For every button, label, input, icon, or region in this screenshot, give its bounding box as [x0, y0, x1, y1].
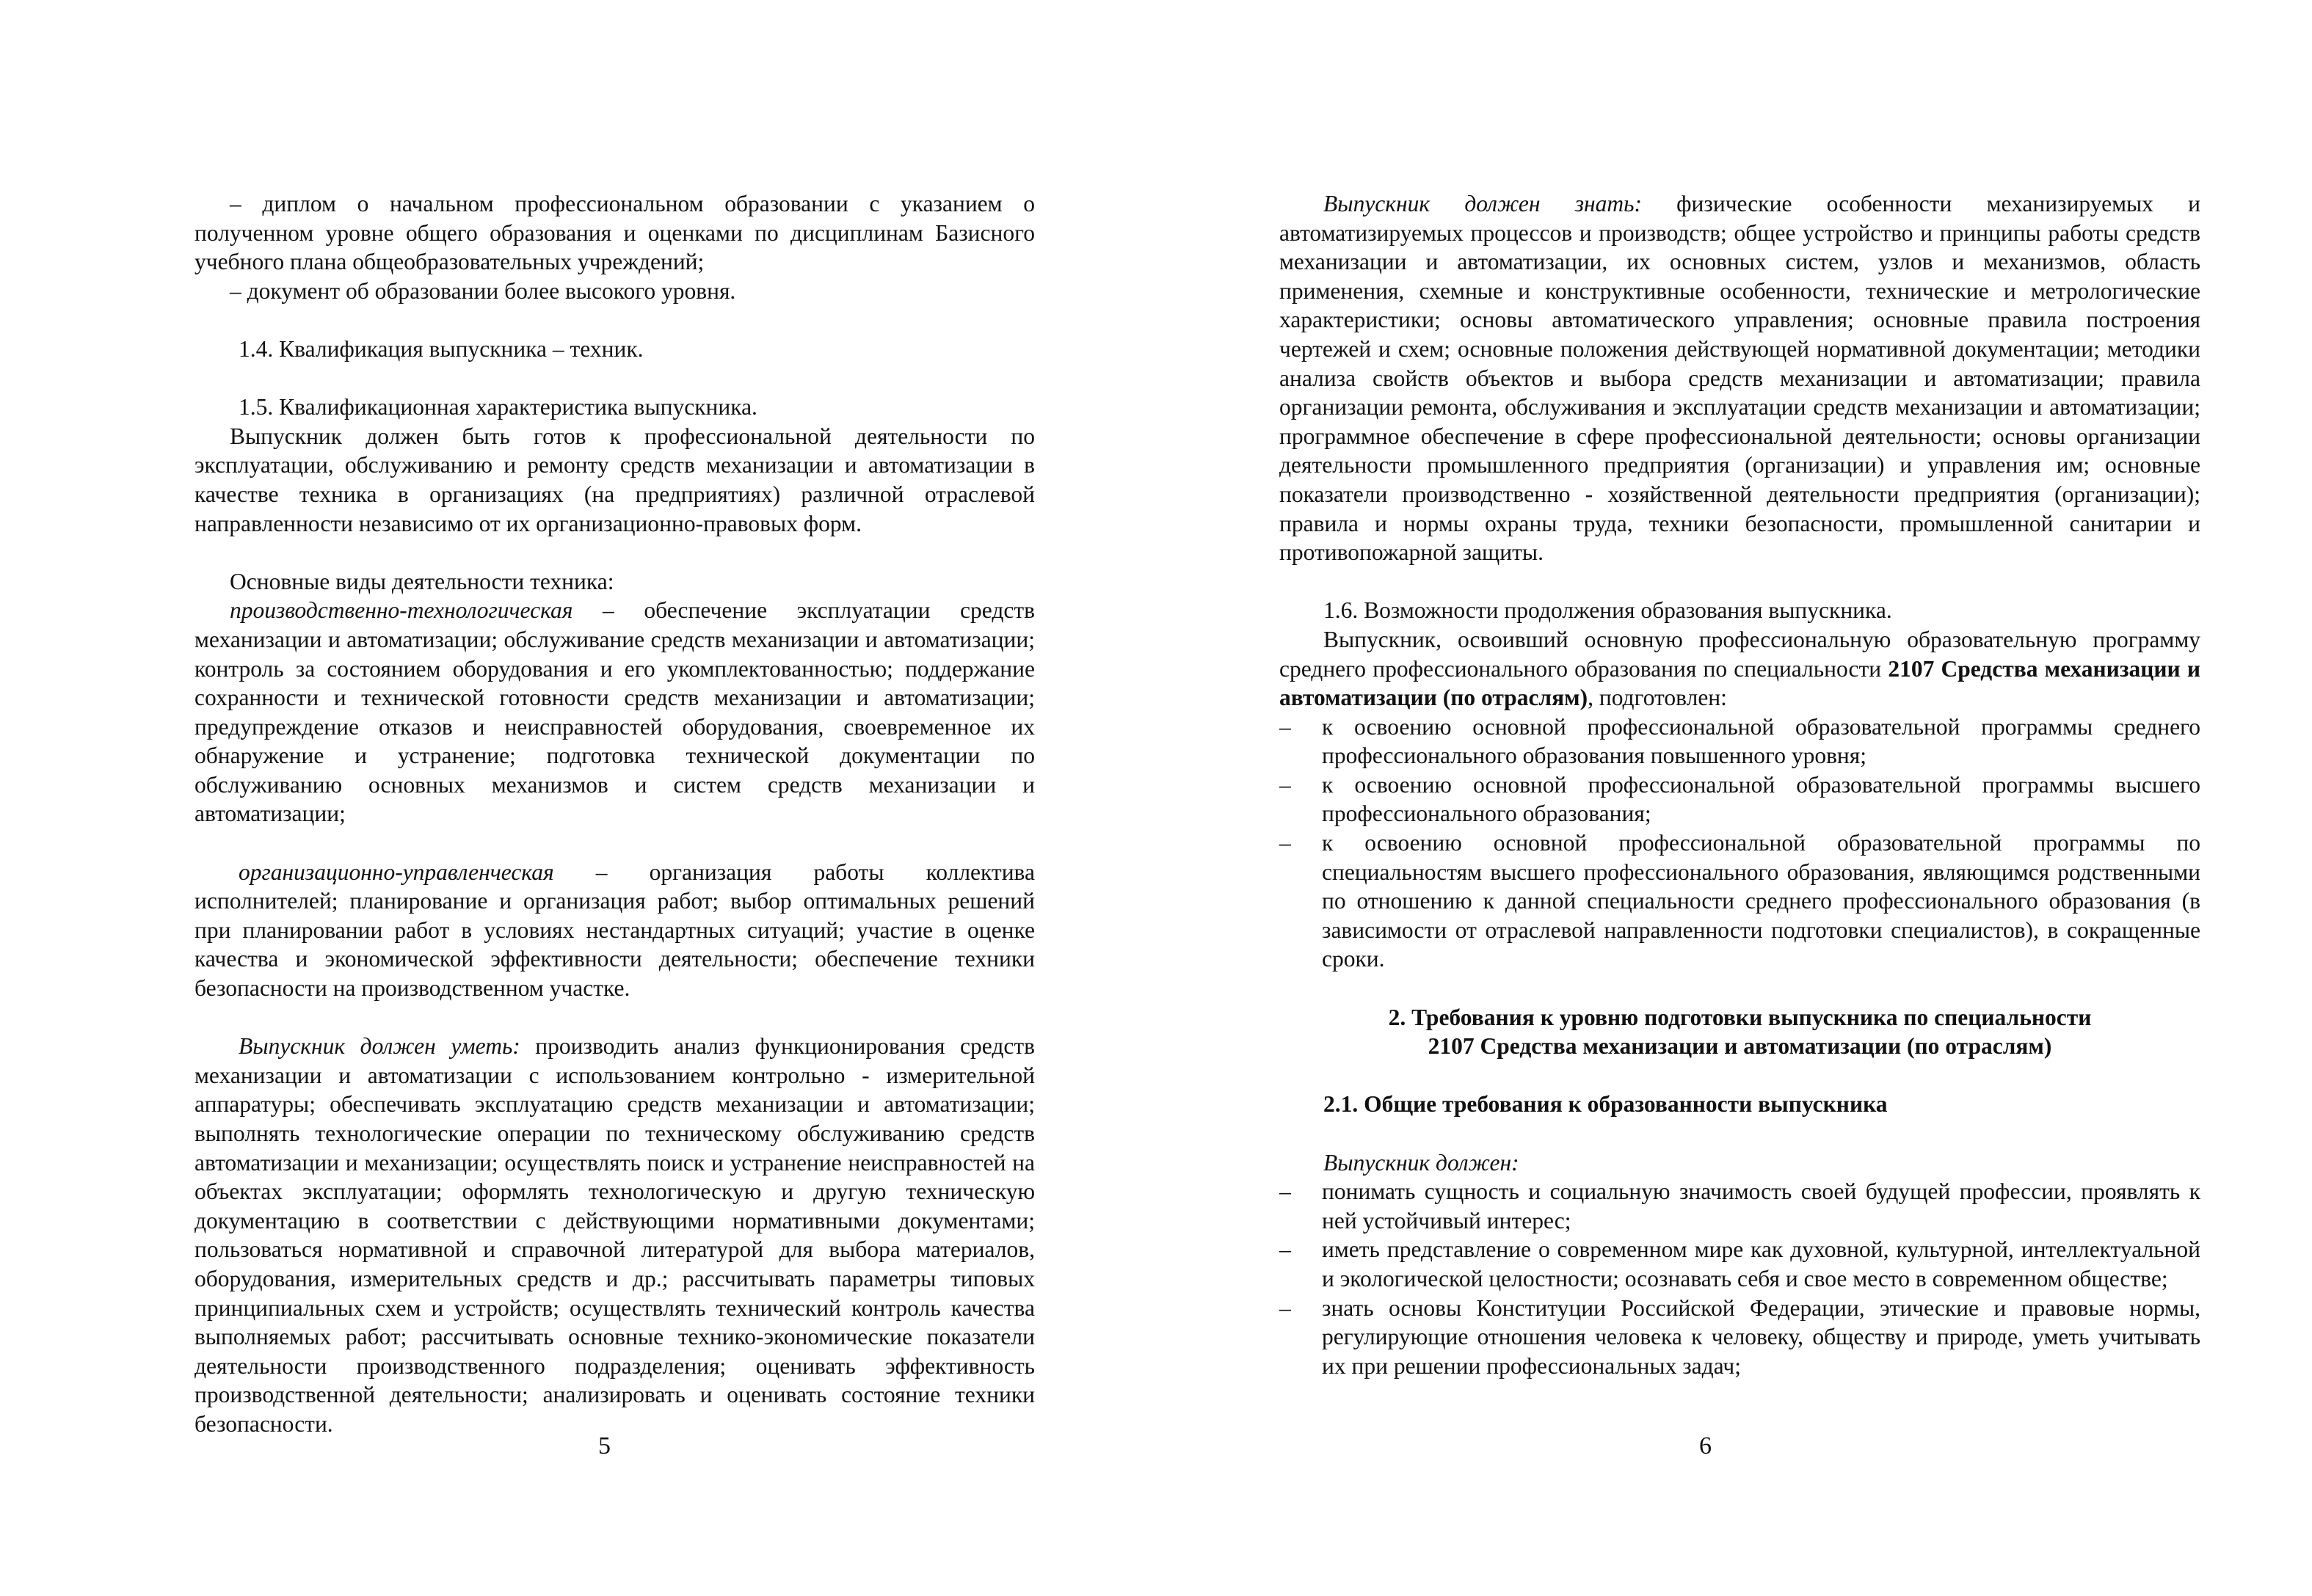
skills-paragraph [195, 1032, 1035, 1438]
document-line: – документ об образовании более высокого уровня. [230, 277, 736, 304]
activity-production-label: производственно-технологическая [230, 597, 573, 624]
dash-marker: – [1279, 713, 1291, 740]
section-2-title-line-1: 2. Требования к уровню подготовки выпускника по специальности [1388, 1004, 2092, 1030]
continuation-text-end: , подготовлен: [1588, 685, 1727, 711]
continuation-paragraph [1279, 625, 2200, 713]
must-list [1279, 1177, 2200, 1380]
list-item-text: знать основы Конституции Российской Федерации, этические и правовые нормы, регулирующие отношения человека к человеку, обществу и природе, уметь учитывать их при решении профессиональных задач; [1322, 1294, 2200, 1379]
section-2-title-line-2: 2107 Средства механизации и автоматизации (по отраслям) [1428, 1033, 2052, 1060]
section-2-1-heading: 2.1. Общие требования к образованности выпускника [1323, 1091, 1888, 1118]
list-item [1279, 1177, 2200, 1235]
section-1-6-heading: 1.6. Возможности продолжения образования выпускника. [1323, 597, 1892, 624]
activity-production-text: – обеспечение эксплуатации средств механизации и автоматизации; обслуживание средств механизации и автоматизации; контроль за состоянием оборудования и его укомплектованностью; поддержание сохранности и технической готовности средств механизации и автоматизации; предупреждение отказов и неисправностей оборудования, своевременное их обнаружение и устранение; подготовка технической документации по обслуживанию основных механизмов и систем средств механизации и автоматизации; [195, 597, 1035, 827]
must-label: Выпускник должен: [1323, 1149, 1519, 1176]
continuation-list [1279, 713, 2200, 974]
section-1-5-text: Выпускник должен быть готов к профессиональной деятельности по эксплуатации, обслуживанию и ремонту средств механизации и автоматизации в качестве техника в организациях (на предприятиях) различной отраслевой направленности независимо от их организационно-правовых форм. [195, 423, 1035, 536]
dash-marker: – [1279, 771, 1291, 798]
page-5-text [195, 189, 1035, 1439]
section-1-4: 1.4. Квалификация выпускника – техник. [239, 335, 644, 362]
activity-organization-label: организационно-управленческая [239, 859, 554, 885]
list-item [1279, 770, 2200, 828]
page-6-text [1279, 189, 2200, 1380]
list-item-text: иметь представление о современном мире как духовной, культурной, интеллектуальной и экологической целостности; осознавать себя и свое место в современном обществе; [1322, 1236, 2200, 1291]
page-number: 5 [598, 1432, 611, 1460]
page-number: 6 [1699, 1432, 1712, 1460]
list-item-text: к освоению основной профессиональной образовательной программы по специальностям высшего профессионального образования, являющимся родственными по отношению к данной специальности среднего профессионального образования (в зависимости от отраслевой направленности подготовки специалистов), в сокращенные сроки. [1322, 830, 2200, 972]
knowledge-paragraph [1279, 189, 2200, 567]
skills-label: Выпускник должен уметь: [239, 1033, 520, 1060]
activities-heading: Основные виды деятельности техника: [230, 568, 614, 594]
list-item-text: к освоению основной профессиональной образовательной программы высшего профессионального образования; [1322, 771, 2200, 827]
list-item-text: понимать сущность и социальную значимость своей будущей профессии, проявлять к ней устойчивый интерес; [1322, 1178, 2200, 1234]
activity-organization [195, 858, 1035, 1003]
list-item-text: к освоению основной профессиональной образовательной программы среднего профессионального образования повышенного уровня; [1322, 713, 2200, 769]
knowledge-label: Выпускник должен знать: [1323, 191, 1642, 216]
continuation-text-start: Выпускник, освоивший основную профессиональную образовательную программу среднего профессионального образования по специальности [1279, 626, 2200, 682]
list-item [1279, 713, 2200, 770]
section-1-5-heading: 1.5. Квалификационная характеристика выпускника. [239, 394, 757, 420]
dash-marker: – [1279, 1178, 1291, 1205]
list-item [1279, 1235, 2200, 1293]
knowledge-text: физические особенности механизируемых и автоматизируемых процессов и производств; общее устройство и принципы работы средств механизации и автоматизации, их основных систем, узлов и механизмов, область применения, схемные и конструктивные особенности, технические и метрологические характеристики; основы автоматического управления; основные правила построения чертежей и схем; основные положения действующей нормативной документации; методики анализа свойств объектов и выбора средств механизации и автоматизации; правила организации ремонта, обслуживания и эксплуатации средств механизации и автоматизации; программное обеспечение в сфере профессиональной деятельности; основы организации деятельности промышленного предприятия (организации) и управления им; основные показатели производственно - хозяйственной деятельности предприятия (организации); правила и нормы охраны труда, техники безопасности, промышленной санитарии и противопожарной защиты. [1279, 191, 2200, 566]
activity-production [195, 596, 1035, 828]
page-6 [1156, 0, 2312, 1596]
activity-organization-text: – организация работы коллектива исполнителей; планирование и организация работ; выбор оптимальных решений при планировании работ в условиях нестандартных ситуаций; участие в оценке качества и экономической эффективности деятельности; обеспечение техники безопасности на производственном участке. [195, 859, 1035, 1002]
dash-marker: – [1279, 830, 1291, 856]
dash-marker: – [1279, 1294, 1291, 1321]
list-item [1279, 828, 2200, 974]
specialty-name: 2107 Средства механизации и автоматизации (по отраслям) [1279, 655, 2200, 711]
dash-marker: – [1279, 1236, 1291, 1263]
skills-text: производить анализ функционирования средств механизации и автоматизации с использованием контрольно - измерительной аппаратуры; обеспечивать эксплуатацию средств механизации и автоматизации; выполнять технологические операции по техническому обслуживанию средств автоматизации и механизации; осуществлять поиск и устранение неисправностей на объектах эксплуатации; оформлять технологическую и другую техническую документацию в соответствии с действующими нормативными документами; пользоваться нормативной и справочной литературой для выбора материалов, оборудования, измерительных средств и др.; рассчитывать параметры типовых принципиальных схем и устройств; осуществлять технический контроль качества выполняемых работ; рассчитывать основные технико-экономические показатели деятельности производственного подразделения; оценивать эффективность производственной деятельности; анализировать и оценивать состояние техники безопасности. [195, 1033, 1035, 1437]
list-item [1279, 1294, 2200, 1381]
diploma-line: – диплом о начальном профессиональном образовании с указанием о полученном уровне общего образования и оценками по дисциплинам Базисного учебного плана общеобразовательных учреждений; [195, 191, 1035, 275]
